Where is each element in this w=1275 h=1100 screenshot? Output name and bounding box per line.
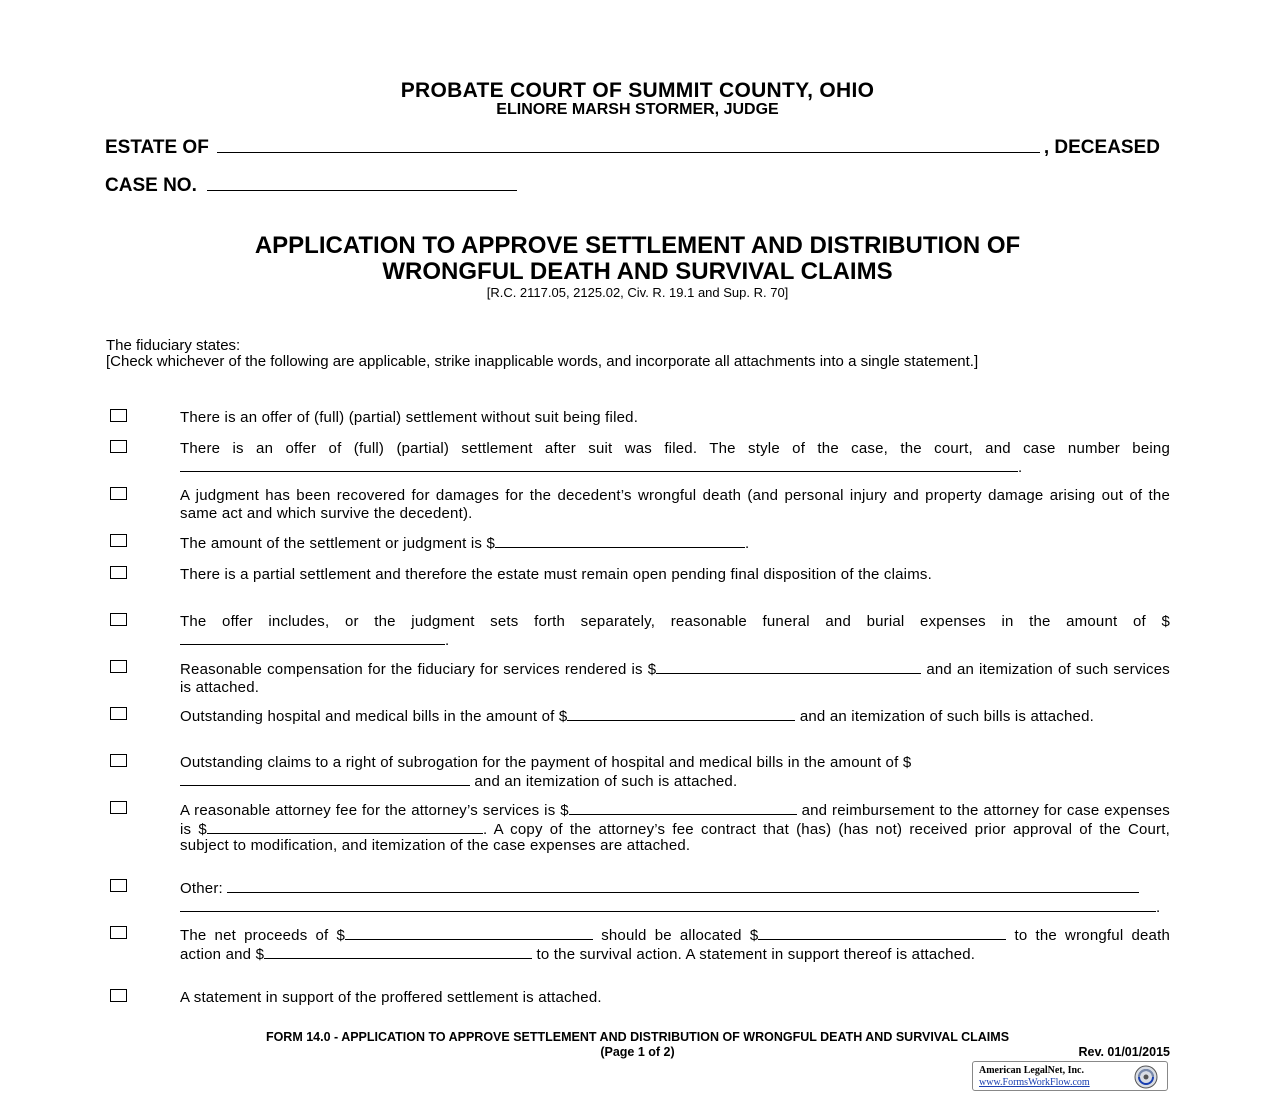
form-footer-title: FORM 14.0 - APPLICATION TO APPROVE SETTLEMENT AND DISTRIBUTION OF WRONGFUL DEATH AND SURVIVAL CLAIMS — [265, 1030, 1010, 1044]
case-number-input[interactable] — [207, 172, 517, 191]
vendor-name: American LegalNet, Inc. — [979, 1065, 1084, 1076]
item-text: A judgment has been recovered for damages for the decedent’s wrongful death (and personal injury and property damage arising out of the same act and which survive the decedent). — [180, 487, 1170, 522]
vendor-link[interactable]: www.FormsWorkFlow.com — [979, 1077, 1090, 1088]
vendor-logo[interactable] — [972, 1061, 1168, 1091]
form-title-line2: WRONGFUL DEATH AND SURVIVAL CLAIMS — [382, 258, 893, 285]
item-text: A statement in support of the proffered settlement is attached. — [180, 989, 602, 1006]
checkbox[interactable] — [110, 613, 127, 626]
case-expenses-input[interactable] — [207, 820, 483, 834]
item-text: Other: . — [180, 880, 1161, 916]
other-input-line1[interactable] — [227, 879, 1139, 893]
item-text: Reasonable compensation for the fiduciary for services rendered is $ and an itemization of such services is attached. — [180, 661, 1170, 696]
instructions-line: [Check whichever of the following are applicable, strike inapplicable words, and incorporate all attachments into a single statement.] — [106, 353, 979, 370]
checkbox[interactable] — [110, 801, 127, 814]
checkbox[interactable] — [110, 487, 127, 500]
case-number-field — [105, 172, 517, 197]
case-style-input[interactable] — [180, 458, 1018, 472]
intro-instructions — [106, 338, 1170, 370]
estate-of-field — [105, 134, 1160, 159]
settlement-amount-input[interactable] — [495, 534, 745, 548]
estate-label: ESTATE OF — [105, 137, 209, 158]
estate-name-input[interactable] — [217, 134, 1040, 153]
checkbox[interactable] — [110, 440, 127, 453]
checkbox[interactable] — [110, 879, 127, 892]
checkbox[interactable] — [110, 660, 127, 673]
item-text: The net proceeds of $ should be allocated $ to the wrongful death action and $ to the survival action. A statement in support thereof is attached. — [180, 927, 1170, 963]
checkbox[interactable] — [110, 989, 127, 1002]
court-name: PROBATE COURT OF SUMMIT COUNTY, OHIO — [400, 79, 875, 102]
checkbox[interactable] — [110, 926, 127, 939]
item-text: There is a partial settlement and therefore the estate must remain open pending final disposition of the claims. — [180, 566, 932, 583]
item-text: The amount of the settlement or judgment is $ . — [180, 535, 750, 552]
judge-name: ELINORE MARSH STORMER, JUDGE — [496, 101, 779, 118]
funeral-amount-input[interactable] — [180, 631, 445, 645]
item-text: Outstanding hospital and medical bills in the amount of $ and an itemization of such bills is attached. — [180, 708, 1095, 725]
checkbox[interactable] — [110, 754, 127, 767]
item-text: Outstanding claims to a right of subrogation for the payment of hospital and medical bills in the amount of $ and an itemization of such is attached. — [180, 754, 912, 790]
checkbox[interactable] — [110, 409, 127, 422]
survival-allocation-input[interactable] — [264, 945, 532, 959]
case-label: CASE NO. — [105, 175, 197, 196]
item-text: A reasonable attorney fee for the attorney’s services is $ and reimbursement to the attorney for case expenses is $ . A copy of the attorney’s fee contract that (has) (has not) received prior approval of the Court, subject to modification, and itemization of the case expenses are attached. — [180, 802, 1170, 854]
checkbox[interactable] — [110, 707, 127, 720]
statute-citation: [R.C. 2117.05, 2125.02, Civ. R. 19.1 and Sup. R. 70] — [486, 285, 789, 300]
form-title-line1: APPLICATION TO APPROVE SETTLEMENT AND DISTRIBUTION OF — [254, 232, 1021, 259]
item-text: The offer includes, or the judgment sets forth separately, reasonable funeral and burial expenses in the amount of $. — [180, 613, 1170, 649]
other-input-line2[interactable] — [180, 898, 1156, 912]
item-text: There is an offer of (full) (partial) settlement without suit being filed. — [180, 409, 639, 426]
wrongful-death-allocation-input[interactable] — [758, 926, 1006, 940]
net-proceeds-input[interactable] — [345, 926, 593, 940]
checkbox[interactable] — [110, 566, 127, 579]
fiduciary-compensation-input[interactable] — [656, 660, 921, 674]
deceased-label: , DECEASED — [1043, 137, 1160, 158]
intro-line: The fiduciary states: — [106, 337, 241, 354]
page-number: (Page 1 of 2) — [600, 1045, 675, 1059]
subrogation-amount-input[interactable] — [180, 772, 470, 786]
revision-date: Rev. 01/01/2015 — [1078, 1045, 1170, 1059]
attorney-fee-input[interactable] — [569, 801, 797, 815]
medical-bills-input[interactable] — [567, 707, 795, 721]
globe-icon — [1124, 1064, 1164, 1090]
item-text: There is an offer of (full) (partial) settlement after suit was filed. The style of the case, the court, and case number being . — [180, 440, 1170, 476]
checkbox[interactable] — [110, 534, 127, 547]
